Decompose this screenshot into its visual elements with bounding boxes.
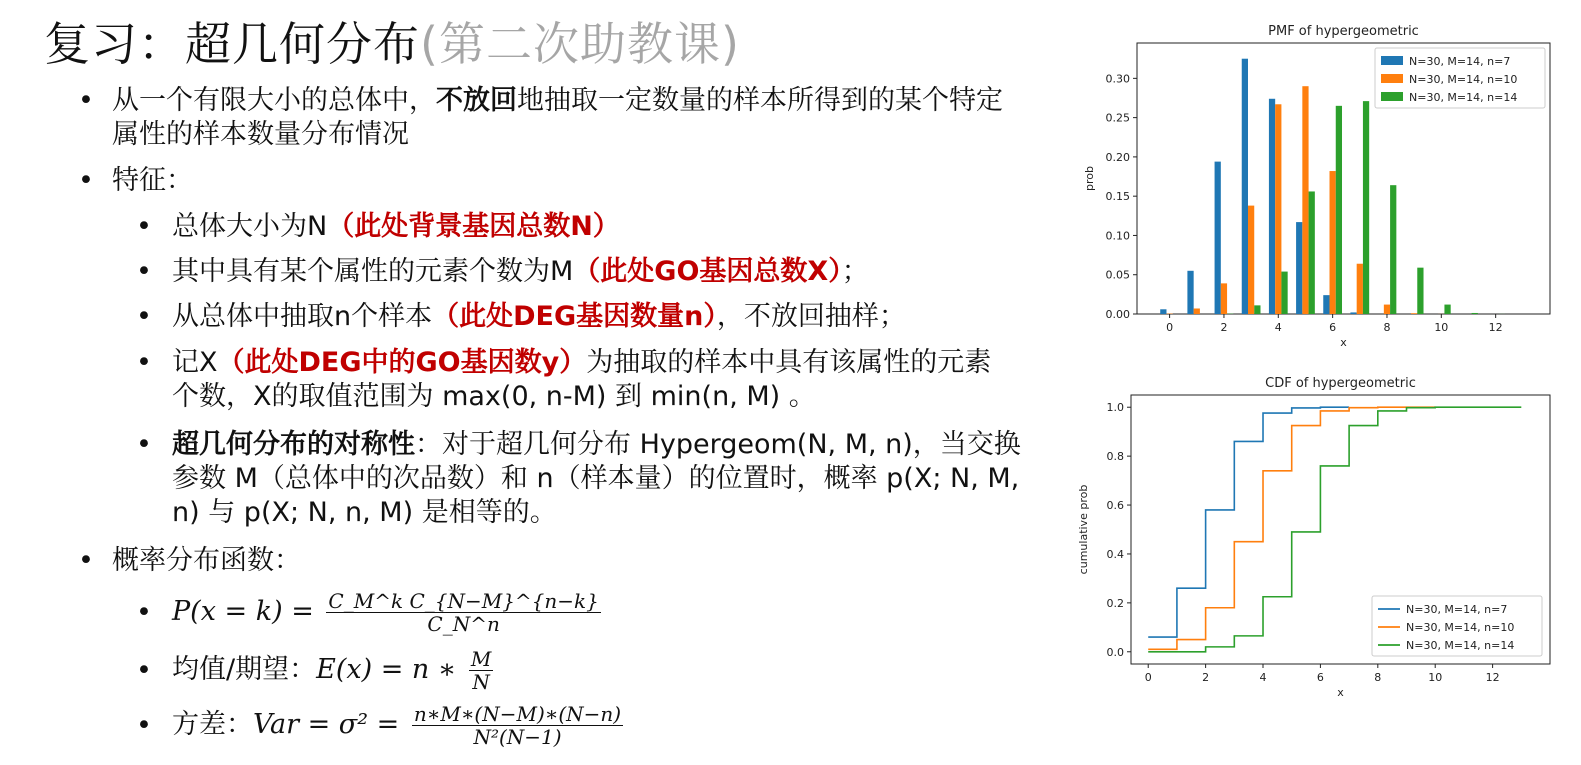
pmf-bar	[1390, 185, 1396, 314]
distribution-heading: 概率分布函数：	[112, 545, 301, 576]
pmf-bar	[1323, 295, 1329, 314]
y-tick-label: 0.6	[1106, 499, 1124, 513]
bullet-dot: •	[136, 429, 152, 460]
pmf-bar	[1281, 272, 1287, 314]
pmf-bar	[1160, 309, 1166, 314]
variance-lhs: Var = σ² =	[253, 709, 400, 740]
variance-denominator: N²(N−1)	[473, 725, 562, 749]
variable-text-post: 为抽取的样本中具有该属性的元素个数，X的取值范围为 max(0, n-M) 到 min(n, M) 。	[172, 347, 992, 412]
x-tick-label: 6	[1316, 671, 1324, 684]
y-tick-label: 0.00	[1105, 308, 1130, 321]
pmf-bar	[1417, 268, 1423, 314]
title-subtitle: (第二次助教课)	[420, 17, 740, 71]
y-tick-label: 0.30	[1105, 72, 1130, 86]
bullet-distribution	[78, 544, 1012, 578]
x-tick-label: 6	[1329, 321, 1337, 334]
features-heading: 特征：	[112, 165, 193, 196]
x-tick-label: 0	[1144, 671, 1152, 684]
bullet-definition	[78, 84, 1012, 152]
title-main: 复习：超几何分布	[44, 17, 420, 71]
variance-numerator: n∗M∗(N−M)∗(N−n)	[413, 702, 622, 726]
pmf-bar	[1275, 104, 1281, 314]
y-tick-label: 0.25	[1105, 111, 1130, 125]
pmf-chart	[1076, 18, 1556, 358]
bullet-dot: •	[136, 655, 152, 686]
legend-swatch	[1381, 74, 1403, 83]
pmf-bar	[1187, 271, 1193, 314]
pmf-bar	[1336, 106, 1342, 314]
sub-bullet-population	[136, 210, 1032, 244]
pmf-bar	[1221, 283, 1227, 314]
pmf-bar	[1330, 171, 1336, 314]
pmf-bar	[1254, 305, 1260, 314]
population-note: （此处背景基因总数N）	[327, 211, 620, 242]
y-tick-label: 0.4	[1106, 547, 1124, 561]
y-tick-label: 0.20	[1105, 150, 1130, 164]
sample-note: （此处DEG基因数量n）	[432, 301, 717, 332]
definition-bold: 不放回	[436, 85, 517, 116]
x-axis-label: x	[1337, 686, 1344, 699]
variance-fraction	[412, 703, 623, 748]
legend-swatch	[1381, 56, 1403, 65]
legend-swatch	[1381, 92, 1403, 101]
x-tick-label: 2	[1220, 321, 1228, 334]
bullet-dot: •	[136, 211, 152, 242]
pmf-bar	[1411, 313, 1417, 314]
bullet-dot: •	[78, 545, 94, 576]
sub-bullet-attribute	[136, 255, 1032, 289]
y-tick-label: 1.0	[1106, 401, 1124, 415]
mean-denominator: N	[472, 670, 490, 694]
pmf-bar	[1296, 222, 1302, 314]
formula-mean	[136, 648, 1032, 693]
x-tick-label: 10	[1434, 321, 1449, 334]
pmf-bar	[1472, 313, 1478, 314]
pmf-numerator: C_M^k C_{N−M}^{n−k}	[328, 589, 599, 613]
x-axis-label: x	[1340, 336, 1347, 349]
y-axis-label: cumulative prob	[1077, 484, 1090, 575]
mean-lhs: E(x) = n ∗	[316, 654, 457, 685]
variance-label: 方差：	[172, 709, 253, 740]
bullet-dot: •	[136, 301, 152, 332]
x-tick-label: 4	[1259, 671, 1267, 684]
pmf-bar	[1363, 101, 1369, 314]
sub-bullet-variable	[136, 346, 1017, 414]
symmetry-text: ：对于超几何分布 Hypergeom(N, M, n)，当交换参数 M（总体中的次品数）和 n（样本量）的位置时，概率 p(X; N, M, n) 与 p(X; N, n, M) 是相等的。	[172, 429, 1021, 528]
pmf-bar	[1302, 86, 1308, 314]
slide-title	[44, 8, 740, 74]
definition-text-pre: 从一个有限大小的总体中，	[112, 85, 436, 116]
formula-variance	[136, 703, 1032, 748]
cdf-chart	[1076, 368, 1556, 708]
chart-title: CDF of hypergeometric	[1265, 376, 1416, 391]
bullet-dot: •	[136, 597, 152, 628]
y-tick-label: 0.0	[1106, 645, 1124, 659]
pmf-lhs: P(x = k) =	[172, 596, 314, 627]
definition-text-post: 地抽取一定数量的样本所得到的某个特定属性的样本数量分布情况	[112, 85, 1003, 150]
y-tick-label: 0.15	[1105, 190, 1130, 204]
bullet-features	[78, 164, 1012, 198]
sample-text-post: ，不放回抽样；	[716, 301, 906, 332]
attribute-text-post: ；	[841, 256, 869, 287]
x-tick-label: 8	[1383, 321, 1391, 334]
cdf-step-line	[1148, 407, 1349, 637]
y-axis-label: prob	[1083, 166, 1096, 191]
x-tick-label: 2	[1202, 671, 1210, 684]
bullet-dot: •	[78, 165, 94, 196]
attribute-note: （此处GO基因总数X）	[573, 256, 842, 287]
pmf-bar	[1350, 312, 1356, 314]
pmf-fraction	[326, 590, 600, 635]
mean-fraction	[469, 648, 493, 693]
pmf-bar	[1384, 305, 1390, 314]
sub-bullet-symmetry	[136, 428, 1022, 530]
mean-numerator: M	[470, 647, 492, 671]
pmf-bar	[1444, 305, 1450, 314]
pmf-bar	[1269, 99, 1275, 314]
symmetry-heading: 超几何分布的对称性	[172, 429, 415, 460]
legend-label: N=30, M=14, n=10	[1406, 621, 1515, 634]
variable-note: （此处DEG中的GO基因数y）	[217, 347, 587, 378]
x-tick-label: 8	[1374, 671, 1382, 684]
chart-title: PMF of hypergeometric	[1268, 24, 1419, 39]
bullet-dot: •	[136, 256, 152, 287]
pmf-bar	[1309, 191, 1315, 314]
pmf-bar	[1215, 162, 1221, 314]
bullet-dot: •	[78, 85, 94, 116]
pmf-denominator: C_N^n	[427, 612, 500, 636]
x-tick-label: 12	[1488, 321, 1503, 334]
x-tick-label: 0	[1166, 321, 1174, 334]
y-tick-label: 0.2	[1106, 596, 1124, 610]
legend-label: N=30, M=14, n=7	[1409, 55, 1511, 68]
pmf-bar	[1242, 59, 1248, 314]
mean-label: 均值/期望：	[172, 654, 317, 685]
population-text: 总体大小为N	[172, 211, 328, 242]
bullet-dot: •	[136, 710, 152, 741]
x-tick-label: 12	[1485, 671, 1500, 684]
y-tick-label: 0.05	[1105, 268, 1130, 282]
y-tick-label: 0.8	[1106, 450, 1124, 464]
pmf-bar	[1248, 206, 1254, 314]
legend-label: N=30, M=14, n=14	[1409, 91, 1518, 104]
sub-bullet-sample	[136, 300, 1032, 334]
legend-label: N=30, M=14, n=14	[1406, 639, 1515, 652]
bullet-dot: •	[136, 347, 152, 378]
legend-label: N=30, M=14, n=7	[1406, 603, 1508, 616]
x-tick-label: 4	[1274, 321, 1282, 334]
sample-text: 从总体中抽取n个样本	[172, 301, 433, 332]
attribute-text: 其中具有某个属性的元素个数为M	[172, 256, 574, 287]
pmf-bar	[1357, 264, 1363, 314]
legend-label: N=30, M=14, n=10	[1409, 73, 1518, 86]
pmf-bar	[1194, 309, 1200, 314]
formula-pmf	[136, 590, 1032, 635]
x-tick-label: 10	[1428, 671, 1443, 684]
y-tick-label: 0.10	[1105, 229, 1130, 243]
variable-text: 记X	[172, 347, 218, 378]
